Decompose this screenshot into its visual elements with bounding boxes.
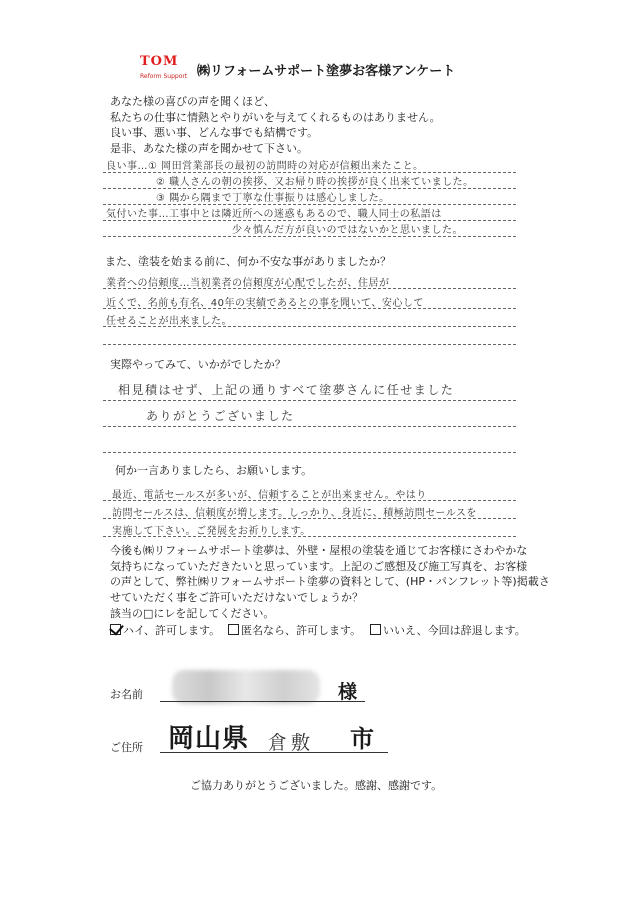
q4-answer-line: 最近、電話セールスが多いが、信頼することが出来ません。やはり <box>112 490 427 501</box>
option-label: ハイ、許可します。 <box>123 624 221 637</box>
company-logo: TOM <box>140 54 179 69</box>
answer-rule <box>103 344 516 345</box>
intro-text <box>110 94 560 156</box>
q4-question: 何か一言ありましたら、お願いします。 <box>115 464 313 477</box>
company-logo-subtitle: Reform Support <box>140 73 188 80</box>
q2-answer-line: 近くで、名前も有名、40年の実績であるとの事を聞いて、安心して <box>106 298 424 309</box>
consent-line: の声として、弊社㈱リフォームサポート塗夢の資料として、(HP・パンフレット等)掲載さ <box>110 575 550 589</box>
name-suffix: 様 <box>338 681 358 703</box>
q1-answer-line: 良い事…① 岡田営業部長の最初の訪問時の対応が信頼出来たこと。 <box>106 161 424 172</box>
intro-line: 私たちの仕事に情熱とやりがいを与えてくれるものはありません。 <box>110 110 441 124</box>
name-redacted <box>172 670 320 704</box>
name-underline <box>160 701 365 702</box>
name-label: お名前 <box>110 688 143 701</box>
address-city-handwritten: 倉敷 <box>268 732 315 754</box>
permission-option-yes[interactable] <box>110 622 220 638</box>
q1-answer-line: ③ 隅から隅まで丁寧な仕事振りは感心しました。 <box>156 193 390 204</box>
checkbox-checked[interactable] <box>110 624 121 635</box>
intro-line: 良い事、悪い事、どんな事でも結構です。 <box>110 126 319 140</box>
consent-line: 今後も㈱リフォームサポート塗夢は、外壁・屋根の塗装を通じてお客様にさわやかな <box>110 544 528 557</box>
thanks-text: ご協力ありがとうございました。感謝、感謝です。 <box>190 779 443 792</box>
address-label: ご住所 <box>110 741 143 754</box>
q1-answer-line: 少々慎んだ方が良いのではないかと思いました。 <box>232 225 463 236</box>
checkbox[interactable] <box>370 624 381 635</box>
q4-answer-line: 実施して下さい。ご発展をお祈りします。 <box>112 526 311 537</box>
address-underline <box>160 752 388 753</box>
permission-option-decline[interactable] <box>370 622 526 638</box>
consent-request-text <box>110 543 570 622</box>
answer-rule <box>103 236 516 237</box>
checkbox[interactable] <box>228 624 239 635</box>
q3-answer-line: ありがとうございました <box>146 409 295 423</box>
consent-line: 気持ちになっていただきたいと思っています。上記のご感想及び施工写真を、お客様 <box>110 559 528 573</box>
q1-answer-line: ② 職人さんの朝の挨拶、又お帰り時の挨拶が良く出来ていました。 <box>156 177 474 188</box>
q2-answer-line: 業者への信頼度…当初業者の信頼度が心配でしたが、住居が <box>106 278 390 289</box>
q2-answer-line: 任せることが出来ました。 <box>106 316 232 327</box>
q2-question: また、塗装を始まる前に、何か不安な事がありましたか？ <box>105 255 391 268</box>
option-label: いいえ、今回は辞退します。 <box>383 624 526 637</box>
address-prefecture: 岡山県 <box>168 724 250 754</box>
answer-rule <box>103 426 516 427</box>
consent-line: せていただく事をご許可いただけないでしょうか？ <box>110 591 363 605</box>
address-city-suffix: 市 <box>350 725 374 753</box>
answer-rule <box>103 452 516 453</box>
q3-answer-line: 相見積はせず、上記の通りすべて塗夢さんに任せました <box>118 383 455 397</box>
survey-title: ㈱リフォームサポート塗夢お客様アンケート <box>197 64 456 79</box>
option-label: 匿名なら、許可します。 <box>241 624 362 637</box>
answer-rule <box>103 400 516 401</box>
intro-line: あなた様の喜びの声を聞くほど、 <box>110 95 275 108</box>
consent-line: 該当の□にレを記してください。 <box>110 606 275 620</box>
q1-answer-line: 気付いた事…工事中とは隣近所への迷惑もあるので、職人同士の私語は <box>106 209 442 220</box>
intro-line: 是非、あなた様の声を聞かせて下さい。 <box>110 141 308 155</box>
q3-question: 実際やってみて、いかがでしたか？ <box>110 358 286 371</box>
q4-answer-line: 訪問セールスは、信頼度が増します。しっかり、身近に、積極訪問セールスを <box>112 508 477 519</box>
permission-option-anonymous[interactable] <box>228 622 361 638</box>
